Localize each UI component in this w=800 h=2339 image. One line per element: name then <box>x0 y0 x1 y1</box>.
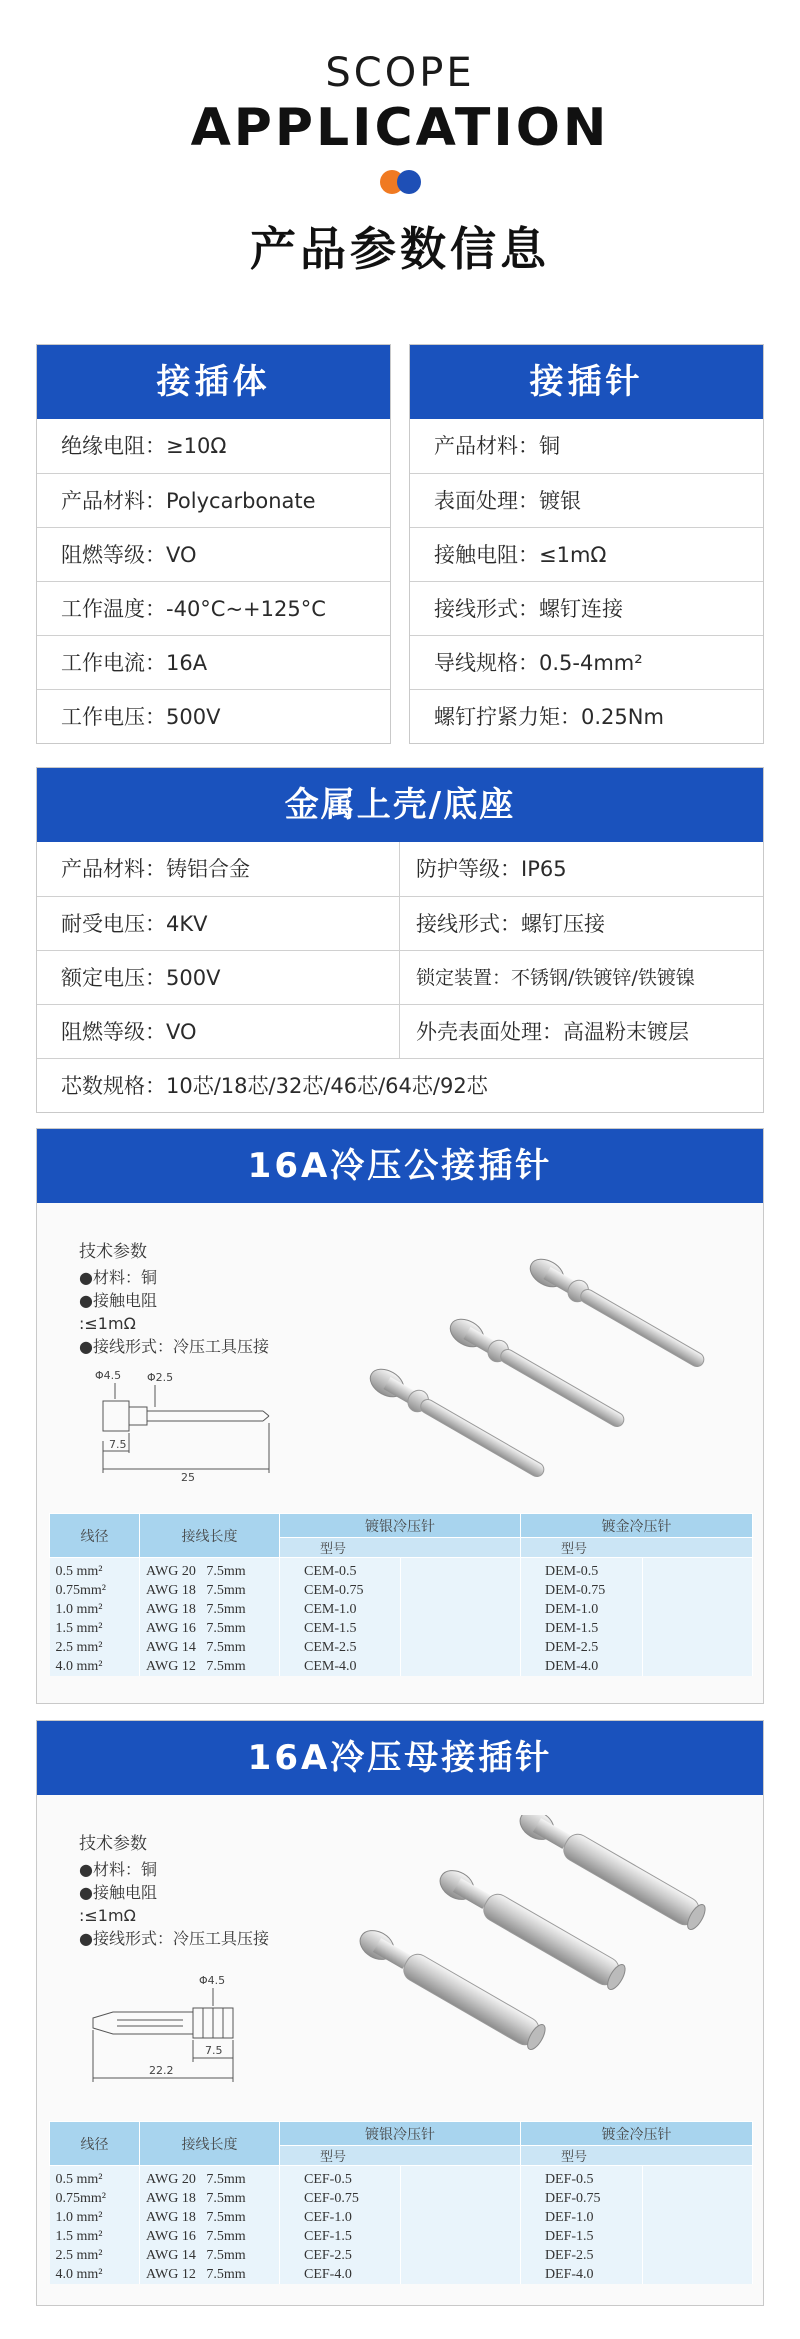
female-pin-spec-table <box>49 2121 753 2284</box>
dim-label: Φ2.5 <box>147 1371 174 1384</box>
spec-row: 阻燃等级：VO <box>37 527 390 581</box>
table-cell: DEF-1.0 <box>520 2208 642 2227</box>
female-pin-title: 16A冷压母接插针 <box>37 1721 763 1795</box>
spec-row: 导线规格：0.5-4mm² <box>410 635 763 689</box>
col-subheader: 型号 <box>280 1538 521 1558</box>
male-pins-photo <box>357 1243 737 1493</box>
tech-item: ●材料：铜 <box>79 1860 157 1879</box>
spec-row <box>37 896 763 950</box>
spec-row <box>37 842 763 896</box>
spec-cell: 外壳表面处理：高温粉末镀层 <box>416 1020 690 1044</box>
tech-params-title: 技术参数 <box>79 1242 147 1262</box>
metal-housing-card <box>36 767 764 1113</box>
female-pins-photo <box>357 1815 737 2065</box>
connector-pin-card <box>409 344 764 744</box>
tech-item: ●接触电阻 <box>79 1883 157 1902</box>
table-cell: AWG 12 7.5mm <box>140 1657 280 1676</box>
spec-row: 表面处理：镀银 <box>410 473 763 527</box>
table-row <box>50 2227 753 2246</box>
table-cell: CEM-2.5 <box>280 1638 401 1657</box>
scope-heading: SCOPE <box>325 50 475 96</box>
spec-cell: 锁定装置：不锈钢/铁镀锌/铁镀镍 <box>416 967 695 989</box>
table-cell: DEF-4.0 <box>520 2265 642 2284</box>
col-subheader: 型号 <box>520 2146 752 2166</box>
connector-body-title: 接插体 <box>37 345 390 419</box>
decorative-dots-icon <box>380 170 424 194</box>
table-cell: AWG 20 7.5mm <box>140 2166 280 2190</box>
table-cell: CEM-0.75 <box>280 1581 401 1600</box>
application-heading: APPLICATION <box>190 98 610 158</box>
tech-item: :≤1mΩ <box>79 1314 136 1333</box>
spec-row <box>37 950 763 1004</box>
dim-label: 7.5 <box>205 2044 223 2057</box>
spec-row <box>37 1004 763 1058</box>
table-cell: 0.5 mm² <box>50 1558 140 1582</box>
table-cell: AWG 18 7.5mm <box>140 1581 280 1600</box>
male-pin-spec-table <box>49 1513 753 1676</box>
hero-section <box>0 0 800 330</box>
spec-row: 工作温度：-40°C~+125°C <box>37 581 390 635</box>
spec-cell: 防护等级：IP65 <box>416 857 567 881</box>
male-pin-dimension-drawing <box>73 1363 283 1483</box>
table-cell: AWG 16 7.5mm <box>140 1619 280 1638</box>
table-cell: 2.5 mm² <box>50 1638 140 1657</box>
page-title: 产品参数信息 <box>250 222 550 276</box>
tech-item: ●接线形式：冷压工具压接 <box>79 1337 269 1356</box>
table-cell: CEM-4.0 <box>280 1657 401 1676</box>
table-cell: DEM-1.0 <box>520 1600 642 1619</box>
spec-row <box>37 1058 763 1112</box>
metal-housing-title: 金属上壳/底座 <box>37 768 763 842</box>
table-cell: DEF-2.5 <box>520 2246 642 2265</box>
dim-label: Φ4.5 <box>95 1369 122 1382</box>
table-row <box>50 2208 753 2227</box>
connector-body-card <box>36 344 391 744</box>
table-row <box>50 2166 753 2190</box>
spec-cell: 阻燃等级：VO <box>37 1005 400 1058</box>
spec-row: 产品材料：铜 <box>434 434 560 458</box>
table-cell: DEF-1.5 <box>520 2227 642 2246</box>
male-pin-title: 16A冷压公接插针 <box>37 1129 763 1203</box>
tech-item: ●接触电阻 <box>79 1291 157 1310</box>
table-row <box>50 1619 753 1638</box>
table-cell: 1.5 mm² <box>50 1619 140 1638</box>
table-cell: 1.0 mm² <box>50 2208 140 2227</box>
col-header: 接线长度 <box>140 1514 280 1558</box>
table-cell: AWG 18 7.5mm <box>140 2208 280 2227</box>
table-cell: AWG 14 7.5mm <box>140 1638 280 1657</box>
dim-label: 22.2 <box>149 2064 174 2077</box>
table-row <box>50 1657 753 1676</box>
female-pin-dimension-drawing <box>73 1970 283 2090</box>
table-cell: DEM-4.0 <box>520 1657 642 1676</box>
table-cell: CEM-1.0 <box>280 1600 401 1619</box>
spec-row: 接触电阻：≤1mΩ <box>410 527 763 581</box>
dim-label: 25 <box>181 1471 195 1483</box>
tech-params-title: 技术参数 <box>79 1834 147 1854</box>
spec-cell: 额定电压：500V <box>37 951 400 1004</box>
spec-row: 工作电流：16A <box>37 635 390 689</box>
table-cell: CEM-1.5 <box>280 1619 401 1638</box>
table-cell: 4.0 mm² <box>50 1657 140 1676</box>
table-cell: CEF-4.0 <box>280 2265 401 2284</box>
table-cell: CEM-0.5 <box>280 1558 401 1582</box>
col-header: 镀金冷压针 <box>520 1514 752 1538</box>
table-cell: AWG 16 7.5mm <box>140 2227 280 2246</box>
table-cell: CEF-1.0 <box>280 2208 401 2227</box>
female-pin-figure <box>37 1795 763 2305</box>
tech-item: ●材料：铜 <box>79 1268 157 1287</box>
table-cell: 2.5 mm² <box>50 2246 140 2265</box>
col-header: 线径 <box>50 1514 140 1558</box>
table-row <box>50 1558 753 1582</box>
table-cell: DEM-1.5 <box>520 1619 642 1638</box>
table-cell: 0.75mm² <box>50 2189 140 2208</box>
table-cell: 4.0 mm² <box>50 2265 140 2284</box>
table-cell: CEF-0.75 <box>280 2189 401 2208</box>
table-cell: DEF-0.75 <box>520 2189 642 2208</box>
table-cell: AWG 14 7.5mm <box>140 2246 280 2265</box>
table-row <box>50 2246 753 2265</box>
tech-params <box>79 1241 269 1358</box>
spec-row: 接线形式：螺钉连接 <box>410 581 763 635</box>
table-cell: DEM-0.5 <box>520 1558 642 1582</box>
table-row <box>50 2189 753 2208</box>
tech-params <box>79 1833 269 1950</box>
col-header: 接线长度 <box>140 2122 280 2166</box>
spec-row: 工作电压：500V <box>37 689 390 743</box>
col-header: 镀银冷压针 <box>280 1514 521 1538</box>
table-row <box>50 1581 753 1600</box>
table-cell: AWG 18 7.5mm <box>140 2189 280 2208</box>
tech-item: ●接线形式：冷压工具压接 <box>79 1929 269 1948</box>
table-cell: CEF-2.5 <box>280 2246 401 2265</box>
col-subheader: 型号 <box>520 1538 752 1558</box>
spec-row: 绝缘电阻：≥10Ω <box>61 434 227 458</box>
table-cell: AWG 18 7.5mm <box>140 1600 280 1619</box>
table-row <box>50 2265 753 2284</box>
col-header: 线径 <box>50 2122 140 2166</box>
col-header: 镀金冷压针 <box>520 2122 752 2146</box>
table-row <box>50 1600 753 1619</box>
connector-pin-title: 接插针 <box>410 345 763 419</box>
table-cell: 1.0 mm² <box>50 1600 140 1619</box>
table-cell: CEF-0.5 <box>280 2166 401 2190</box>
col-header: 镀银冷压针 <box>280 2122 521 2146</box>
spec-cell: 产品材料：铸铝合金 <box>37 842 400 896</box>
table-cell: 0.75mm² <box>50 1581 140 1600</box>
col-subheader: 型号 <box>280 2146 521 2166</box>
table-row <box>50 1638 753 1657</box>
table-cell: AWG 12 7.5mm <box>140 2265 280 2284</box>
spec-cell: 耐受电压：4KV <box>37 897 400 950</box>
dim-label: Φ4.5 <box>199 1974 226 1987</box>
spec-row: 产品材料：Polycarbonate <box>37 473 390 527</box>
spec-cell: 接线形式：螺钉压接 <box>416 912 606 936</box>
dim-label: 7.5 <box>109 1438 127 1451</box>
table-cell: DEM-2.5 <box>520 1638 642 1657</box>
table-cell: DEM-0.75 <box>520 1581 642 1600</box>
spec-row: 螺钉拧紧力矩：0.25Nm <box>410 689 763 743</box>
table-cell: 1.5 mm² <box>50 2227 140 2246</box>
core-count-spec: 芯数规格：10芯/18芯/32芯/46芯/64芯/92芯 <box>61 1074 488 1098</box>
tech-item: :≤1mΩ <box>79 1906 136 1925</box>
male-pin-card <box>36 1128 764 1704</box>
female-pin-card <box>36 1720 764 2306</box>
blue-dot-icon <box>397 170 421 194</box>
table-cell: AWG 20 7.5mm <box>140 1558 280 1582</box>
table-cell: 0.5 mm² <box>50 2166 140 2190</box>
table-cell: DEF-0.5 <box>520 2166 642 2190</box>
table-cell: CEF-1.5 <box>280 2227 401 2246</box>
male-pin-figure <box>37 1203 763 1703</box>
